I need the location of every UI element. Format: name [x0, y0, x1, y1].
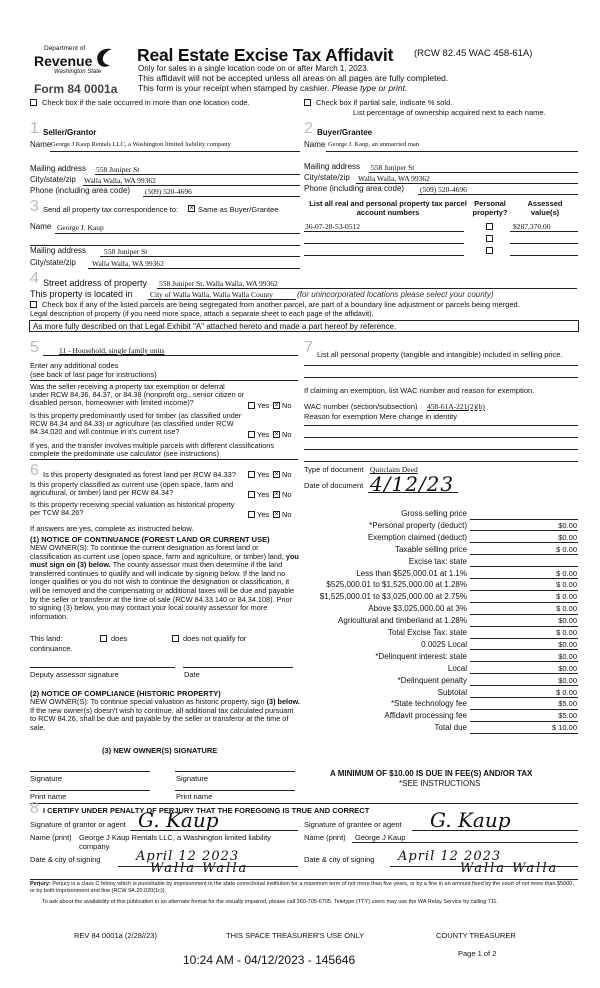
fee-underline [470, 566, 578, 567]
additional-codes-label: Enter any additional codes [30, 361, 119, 370]
if-yes-label: If answers are yes, complete as instructed below. [30, 524, 194, 533]
treasurer-use-label: THIS SPACE TREASURER'S USE ONLY [226, 931, 365, 940]
personal-property-checkbox-1[interactable] [486, 223, 493, 230]
header-line3 [138, 84, 407, 94]
s6-q2-yes-checkbox[interactable] [248, 491, 255, 498]
segregated-label: Check box if any of the listed parcels are being segregated from another parcel, are part of a boundary line adjustment or parcels being merged. [42, 300, 520, 309]
assessed-value-1[interactable]: $287,370.00 [513, 222, 551, 231]
fee-amount[interactable]: $0.00 [558, 520, 577, 530]
new-owner-sig1-label: Signature [30, 774, 63, 783]
located-value[interactable]: City of Walla Walla, Walla Walla County [150, 290, 274, 299]
buyer-mail-label: Mailing address [304, 162, 361, 171]
personal-property-checkbox-3[interactable] [486, 247, 493, 254]
grantee-signature[interactable]: G. Kaup [430, 808, 511, 832]
grantor-city-value[interactable]: Walla Walla [150, 861, 249, 876]
partial-sale-checkbox[interactable] [304, 99, 311, 106]
dor-swoosh-icon [92, 46, 116, 70]
buyer-name-label: Name [304, 140, 326, 149]
grantee-date-value[interactable]: April 12 2023 [398, 849, 502, 864]
fee-label: Local [447, 663, 467, 673]
fee-label: $1,525,000.01 to $3,025,000.00 at 2.75% [319, 592, 467, 602]
dept-line3: Washington State [54, 69, 102, 75]
s6-q2: Is this property classified as current use (open space, farm and agricultural, or timber) land per RCW 84.34? [30, 480, 234, 497]
fee-underline [470, 733, 578, 734]
fee-underline [470, 638, 578, 639]
alt-format-notice: To ask about the availability of this publication in an alternate format for the visually impaired, please call 360-705-6705. Teletype (TTY) users may use the WA Relay Service by calling 711. [42, 899, 499, 905]
fee-label: 0.0025 Local [421, 639, 467, 649]
s6-q2-no: No [282, 490, 292, 499]
section5-number: 5 [30, 339, 39, 356]
see-back-label: (see back of last page for instructions) [30, 370, 157, 379]
s6-q1-yes: Yes [257, 470, 270, 479]
grantee-print-label: Name (print) [304, 833, 346, 842]
notice2-body-c: If the new owner(s) doesn't wish to continue, all additional tax calculated pursuant to RCW 84.26, shall be due and payable by the seller or transferor at the time of sale. [30, 705, 294, 732]
fee-amount[interactable]: $0.00 [558, 639, 577, 649]
seller-heading: Seller/Grantor [43, 128, 97, 137]
fee-underline [470, 661, 578, 662]
page-title: Real Estate Excise Tax Affidavit [137, 45, 394, 65]
multi-location-checkbox[interactable] [30, 99, 37, 106]
section3-number: 3 [30, 198, 39, 215]
fee-underline [470, 614, 578, 615]
s5-q1-yes-checkbox[interactable] [248, 402, 255, 409]
segregated-checkbox[interactable] [30, 301, 37, 308]
fee-label: *Delinquent penalty [397, 675, 467, 685]
dept-line1: Department of [44, 45, 86, 52]
s6-q1: Is this property designated as forest land per RCW 84.33? [43, 470, 237, 479]
deputy-sig-label: Deputy assessor signature [30, 670, 119, 679]
buyer-mail-value[interactable]: 558 Juniper St [371, 163, 415, 172]
minimum-line2: *SEE INSTRUCTIONS [399, 779, 481, 788]
notice1-body [30, 544, 300, 621]
fee-amount[interactable]: $5.00 [558, 711, 577, 721]
fee-label: Subtotal [437, 687, 467, 697]
fee-underline [470, 626, 578, 627]
multi-location-label: Check box if the sale occurred in more than one location code. [42, 98, 250, 107]
fee-underline [470, 649, 578, 650]
fee-label: Less than $525,000.01 at 1.1% [356, 568, 467, 578]
perjury-notice [30, 881, 578, 894]
s5-q3: If yes, and the transfer involves multiple parcels with different classifications complete the predominate use calculator (see instructions) [30, 441, 275, 458]
s5-q1-no: No [282, 401, 292, 410]
notice1-body-b: you must sign on (3) below. [30, 551, 299, 570]
fee-label: Gross selling price [401, 509, 467, 518]
legal-description-box[interactable] [29, 320, 579, 332]
does-label: does [111, 634, 128, 643]
fee-underline [470, 673, 578, 674]
minimum-line1: A MINIMUM OF $10.00 IS DUE IN FEE(S) AND/OR TAX [330, 769, 533, 778]
section7-number: 7 [304, 339, 313, 356]
deputy-date-label: Date [184, 670, 200, 679]
grantor-sig-label: Signature of grantor or agent [30, 820, 126, 829]
fee-amount[interactable]: $0.00 [558, 651, 577, 661]
fee-label: *Delinquent interest: state [375, 651, 467, 661]
exemption-reason-label: Reason for exemption Mere change in identity [304, 412, 458, 421]
buyer-city-value[interactable]: Walla Walla, WA 99362 [358, 174, 430, 183]
certify-label: I CERTIFY UNDER PENALTY OF PERJURY THAT THE FOREGOING IS TRUE AND CORRECT [43, 806, 370, 815]
section4-number: 4 [30, 270, 39, 287]
does-checkbox[interactable] [100, 635, 107, 642]
fee-label: Taxable selling price [394, 544, 467, 554]
ownership-pct-label: List percentage of ownership acquired next to each name. [353, 108, 546, 117]
grantor-date-value[interactable]: April 12 2023 [136, 849, 240, 864]
seller-city-label: City/state/zip [30, 175, 76, 184]
fee-amount[interactable]: $5.00 [558, 699, 577, 709]
fee-label: *State technology fee [390, 699, 467, 709]
perjury-label: Perjury: [30, 881, 51, 887]
grantee-print-value[interactable]: George J Kaup [355, 833, 406, 842]
legal-label: Legal description of property (if you need more space, attach a separate sheet to each page of the affidavit). [30, 309, 374, 318]
list-personal-label: List all personal property (tangible and intangible) included in selling price. [317, 350, 563, 359]
buyer-name-value[interactable]: George J. Kaup, an unmarried man [328, 141, 420, 148]
s6-q3-yes-checkbox[interactable] [248, 511, 255, 518]
legal-description-text: As more fully described on that Legal Exhibit "A" attached hereto and made a part hereof by reference. [33, 322, 397, 331]
seller-city-value[interactable]: Walla Walla, WA 99362 [84, 176, 156, 185]
fee-amount[interactable]: $ 10.00 [551, 723, 577, 733]
recording-stamp: 10:24 AM - 04/12/2023 - 145646 [183, 953, 356, 967]
s3-name-value[interactable]: George J. Kaup [57, 223, 104, 232]
continuance-label: continuance. [30, 644, 73, 653]
s3-city-value[interactable]: Walla Walla, WA 99362 [92, 259, 164, 268]
fee-amount[interactable]: $0.00 [558, 675, 577, 685]
fee-amount[interactable]: $ 0.00 [556, 544, 577, 554]
doc-type-value[interactable]: Quitclaim Deed [370, 465, 418, 474]
grantor-print-value[interactable]: George J Kaup Rentals LLC, a Washington limited liability company [79, 833, 271, 851]
header-line2: This affidavit will not be accepted unless all areas on all pages are fully completed. [138, 73, 449, 83]
fee-underline [470, 578, 578, 579]
this-land-label: This land: [30, 634, 63, 643]
grantor-date-label: Date & city of signing [30, 855, 101, 864]
same-as-buyer-checkbox[interactable]: × [189, 205, 194, 212]
s5-q2-yes: Yes [257, 430, 270, 439]
parcel-number-value[interactable]: 36-07-28-53-0512 [305, 222, 360, 231]
fee-amount[interactable]: $ 0.00 [556, 687, 577, 697]
fee-label: Above $3,025,000.00 at 3% [368, 604, 467, 614]
same-as-buyer-label: Same as Buyer/Grantee [198, 205, 279, 214]
header-line3a: This form is your receipt when stamped by cashier. [138, 83, 330, 93]
fee-label: Exemption claimed (deduct) [367, 532, 467, 542]
s6-q1-no: No [282, 470, 292, 479]
fee-amount[interactable]: $ 0.00 [556, 628, 577, 637]
doc-type-label: Type of document [304, 465, 364, 474]
notice2-heading: (2) NOTICE OF COMPLIANCE (HISTORIC PROPERTY) [30, 689, 221, 698]
seller-name-label: Name [30, 140, 52, 149]
buyer-phone-label: Phone (including area code) [304, 184, 405, 193]
parcels-col3-header: Assessed value(s) [527, 199, 563, 217]
s5-q1: Was the seller receiving a property tax exemption or deferral under RCW 84.36, 84.37, or 84.38 (nonprofit org., senior citizen or disabled person, homeowner with limited income)? [30, 382, 245, 407]
notice1-body-c: The county assessor must then determine if the land transferred continues to qualify and will indicate by signing below. If the land no longer qualifies or you do not wish to continue the designation or classification, it will be removed and the compensating or additional taxes will be due and payable by the seller or transferor at the time of sale (RCW 84.33.140 or 84.34.108). Prior to signing (3) below, you may contact your local county assessor for more information. [30, 560, 295, 621]
fee-label: Excise tax: state [408, 556, 467, 566]
perjury-text: Perjury is a class C felony which is punishable by imprisonment in the state correctional institution for a maximum term of not more than five years, or by a fine in an amount fixed by the court of not more than $5000, or by both imprisonment and fine (RCW 9A.20.020(1c)). [30, 881, 574, 894]
form-number: Form 84 0001a [34, 82, 118, 96]
fee-underline [470, 590, 578, 591]
s6-q1-yes-checkbox[interactable] [248, 471, 255, 478]
s3-name-label: Name [30, 222, 52, 231]
s6-q3-no-checkbox[interactable]: × [274, 511, 279, 518]
s5-q1-yes: Yes [257, 401, 270, 410]
s6-q2-no-checkbox[interactable]: × [274, 491, 279, 498]
fee-amount[interactable]: $ 0.00 [556, 592, 577, 602]
rev-number: REV 84 0001a (2/28//23) [74, 931, 157, 940]
new-owner-print2-label: Print name [176, 792, 213, 801]
s5-q2: Is this property predominantly used for timber (as classified under RCW 84.34 and 84.33) or agriculture (as classified under RCW 84.34.020 and will continue in it's current use? [30, 411, 242, 436]
fee-amount[interactable]: $ 0.00 [556, 568, 577, 578]
fee-amount[interactable]: $ 0.00 [556, 580, 577, 590]
fee-label: Affidavit processing fee [384, 711, 467, 721]
s5-q2-yes-checkbox[interactable] [248, 431, 255, 438]
fee-amount[interactable]: $0.00 [558, 616, 577, 626]
county-treasurer-label: COUNTY TREASURER [436, 931, 516, 940]
section1-number: 1 [30, 120, 39, 137]
fee-amount[interactable]: $0.00 [558, 532, 577, 542]
header-line3b: Please type or print. [331, 83, 408, 93]
fee-label: Total due [434, 723, 467, 733]
s3-mail-label: Mailing address [30, 246, 87, 255]
s5-q1-no-checkbox[interactable]: × [274, 402, 279, 409]
does-not-label: does not qualify for [183, 634, 247, 643]
fee-amount[interactable]: $ 0.00 [556, 604, 577, 614]
fee-amount[interactable]: $0.00 [558, 663, 577, 673]
seller-mail-value[interactable]: 558 Juniper St [96, 165, 140, 174]
new-owner-sig2-label: Signature [176, 774, 209, 783]
s3-mail-value[interactable]: 558 Juniper St [104, 247, 148, 256]
partial-sale-label: Check box if partial sale, indicate % sold. [316, 98, 453, 107]
notice2-body [30, 698, 300, 732]
personal-property-checkbox-2[interactable] [486, 235, 493, 242]
fee-label: Total Excise Tax: state [388, 628, 467, 637]
notice1-body-a: NEW OWNER(S): To continue the current designation as forest land or classification as current use (open space, farm and agriculture, or timber) land, [30, 543, 284, 561]
fee-underline [470, 721, 578, 722]
seller-name-value[interactable]: George J Kaup Rentals LLC, a Washington limited liability company [51, 141, 231, 148]
grantor-print-label: Name (print) [30, 833, 72, 842]
fee-label: *Personal property (deduct) [369, 520, 467, 530]
notice2-body-a: NEW OWNER(S): To continue special valuation as historic property, sign [30, 697, 265, 706]
street-label: Street address of property [43, 278, 148, 288]
buyer-phone-value[interactable]: (509) 520-4696 [420, 185, 467, 194]
seller-phone-value[interactable]: (509) 520-4696 [145, 187, 192, 196]
fee-label: $525,000.01 to $1,525,000.00 at 1.28% [326, 580, 467, 590]
grantee-date-label: Date & city of signing [304, 855, 375, 864]
citation: (RCW 82.45 WAC 458-61A) [414, 48, 533, 59]
section8-number: 8 [30, 800, 39, 817]
grantor-signature[interactable]: G. Kaup [138, 808, 219, 832]
s3-city-label: City/state/zip [30, 258, 76, 267]
fee-underline [470, 602, 578, 603]
fee-underline [470, 542, 578, 543]
exemption-claim-label: If claiming an exemption, list WAC number and reason for exemption. [304, 386, 535, 395]
parcels-col2-header: Personal property? [472, 199, 508, 217]
fee-underline [470, 685, 578, 686]
s6-q1-no-checkbox[interactable]: × [274, 471, 279, 478]
s5-q2-no-checkbox[interactable]: × [274, 431, 279, 438]
does-not-checkbox[interactable] [172, 635, 179, 642]
fee-underline [470, 709, 578, 710]
notice2-body-b: (3) below. [266, 697, 300, 706]
seller-phone-label: Phone (including area code) [30, 186, 131, 195]
notice1-heading: (1) NOTICE OF CONTINUANCE (FOREST LAND OR CURRENT USE) [30, 535, 270, 544]
section6-number: 6 [30, 462, 39, 479]
wac-value[interactable]: 458-61A-221(2)(b) [427, 402, 485, 411]
grantee-city-value[interactable]: Walla Walla [460, 861, 559, 876]
seller-mail-label: Mailing address [30, 164, 87, 173]
new-owner-print1-label: Print name [30, 792, 67, 801]
located-note: (for unincorporated locations please select your county) [297, 290, 494, 299]
dept-line2: Revenue [34, 53, 93, 69]
buyer-heading: Buyer/Grantee [317, 128, 373, 137]
notice3-heading: (3) NEW OWNER(S) SIGNATURE [102, 746, 218, 755]
s6-q3-yes: Yes [257, 510, 270, 519]
fee-underline [470, 530, 578, 531]
buyer-city-label: City/state/zip [304, 173, 350, 182]
doc-date-label: Date of document [304, 481, 364, 490]
street-value[interactable]: 558 Juniper St, Walla Walla, WA 99362 [159, 279, 278, 288]
s6-q2-yes: Yes [257, 490, 270, 499]
s6-q3-no: No [282, 510, 292, 519]
use-code-value[interactable]: 11 - Household, single family units [59, 346, 165, 355]
header-line1: Only for sales in a single location code on or after March 1, 2023. [138, 64, 369, 73]
wac-label: WAC number (section/subsection) [304, 402, 418, 411]
s6-q3: Is this property receiving special valuation as historical property per TCW 84.26? [30, 500, 235, 517]
tax-correspondence-label: Send all property tax correspondence to: [43, 205, 179, 214]
dor-logo [30, 44, 116, 84]
fee-underline [470, 554, 578, 555]
page-number: Page 1 of 2 [458, 949, 497, 958]
grantee-sig-label: Signature of grantee or agent [304, 820, 402, 829]
fee-underline [470, 697, 578, 698]
doc-date-value[interactable]: 4/12/23 [370, 472, 455, 496]
located-label: This property is located in [30, 289, 133, 299]
parcels-col1-header: List all real and personal property tax parcel account numbers [309, 199, 467, 217]
fee-underline [470, 519, 578, 520]
fee-label: Agricultural and timberland at 1.28% [338, 616, 467, 626]
s5-q2-no: No [282, 430, 292, 439]
section2-number: 2 [304, 120, 313, 137]
